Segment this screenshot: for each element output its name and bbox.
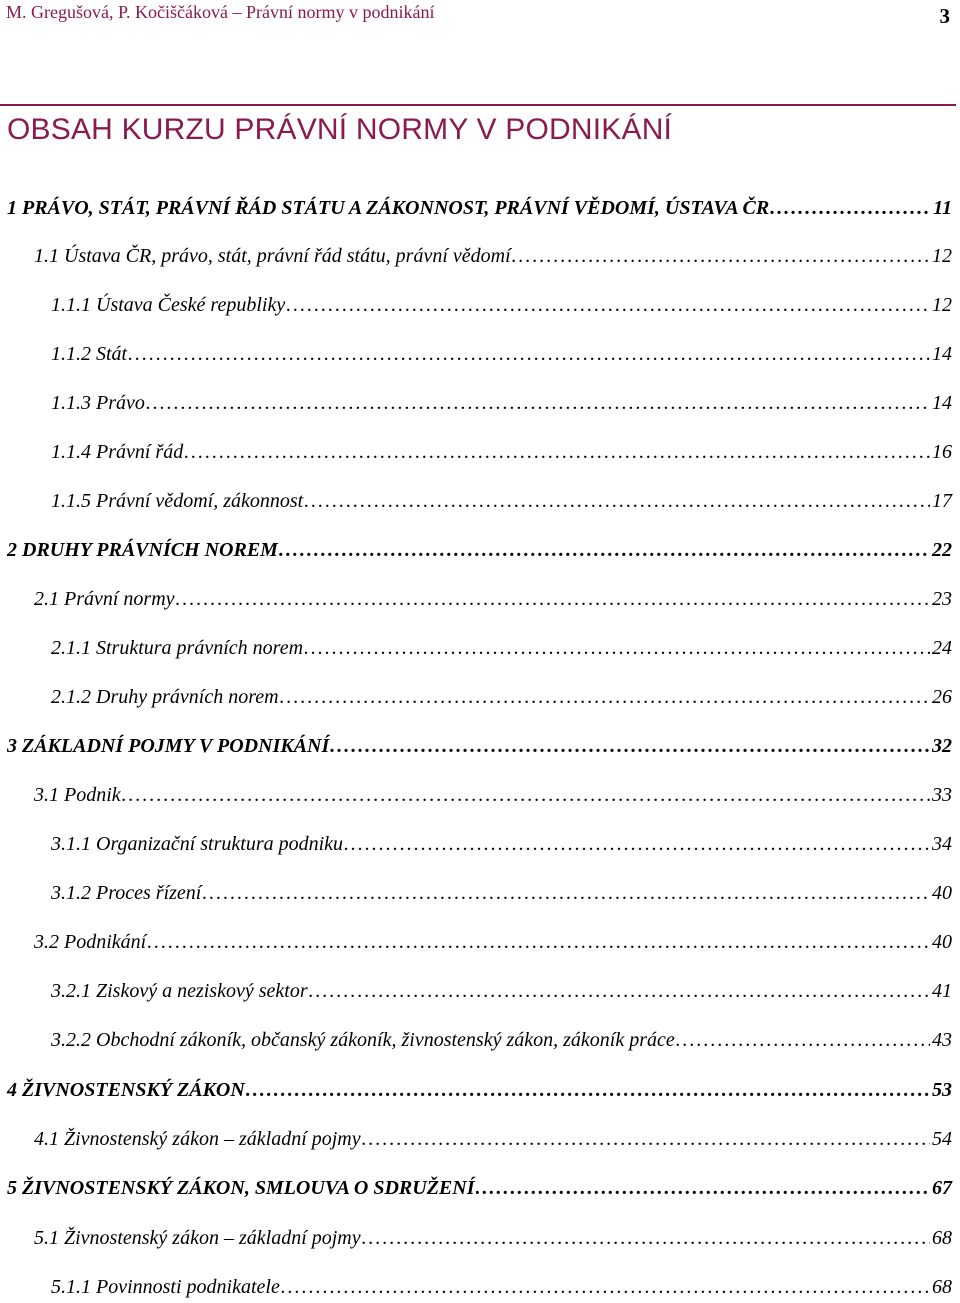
- header-divider: [0, 104, 956, 106]
- toc-entry[interactable]: [51, 488, 952, 514]
- toc-leader-dots: [309, 978, 930, 1004]
- toc-entry[interactable]: [51, 635, 952, 661]
- toc-entry-page: 17: [932, 490, 952, 512]
- toc-leader-dots: [476, 1175, 931, 1201]
- page-number: 3: [939, 4, 950, 28]
- toc-entry[interactable]: [34, 782, 952, 808]
- toc-entry[interactable]: [51, 978, 952, 1004]
- toc-entry[interactable]: [34, 929, 952, 955]
- toc-entry[interactable]: [51, 292, 952, 318]
- toc-leader-dots: [770, 195, 931, 221]
- toc-leader-dots: [344, 831, 930, 857]
- toc-entry[interactable]: [7, 1077, 952, 1103]
- toc-leader-dots: [122, 782, 930, 808]
- toc-entry[interactable]: [7, 195, 952, 221]
- toc-entry-label: 3.2.2 Obchodní zákoník, občanský zákoník, živnostenský zákon, zákoník práce: [51, 1029, 675, 1051]
- toc-entry-label: 5.1.1 Povinnosti podnikatele: [51, 1276, 280, 1298]
- toc-entry[interactable]: [51, 1274, 952, 1300]
- toc-entry[interactable]: [51, 390, 952, 416]
- toc-entry-label: 2.1.2 Druhy právních norem: [51, 686, 279, 708]
- toc-leader-dots: [280, 684, 930, 710]
- toc-entry-label: 3.1.2 Proces řízení: [51, 882, 202, 904]
- toc-leader-dots: [330, 733, 930, 759]
- toc-entry-page: 14: [932, 343, 952, 365]
- toc-entry[interactable]: [51, 1027, 952, 1053]
- toc-entry-page: 43: [932, 1029, 952, 1051]
- toc-entry-label: 3 ZÁKLADNÍ POJMY V PODNIKÁNÍ: [7, 735, 330, 757]
- toc-entry-label: 2 DRUHY PRÁVNÍCH NOREM: [7, 539, 278, 561]
- toc-leader-dots: [128, 341, 930, 367]
- toc-entry[interactable]: [34, 1225, 952, 1251]
- toc-entry-label: 3.2 Podnikání: [34, 931, 147, 953]
- toc-entry-page: 24: [932, 637, 952, 659]
- toc-entry[interactable]: [34, 243, 952, 269]
- toc-entry-label: 3.2.1 Ziskový a neziskový sektor: [51, 980, 308, 1002]
- toc-entry-page: 32: [932, 735, 952, 757]
- toc-leader-dots: [146, 390, 930, 416]
- toc-entry-page: 67: [932, 1177, 952, 1199]
- toc-entry-page: 26: [932, 686, 952, 708]
- toc-entry-label: 1.1.2 Stát: [51, 343, 128, 365]
- toc-entry-label: 2.1.1 Struktura právních norem: [51, 637, 304, 659]
- toc-entry-label: 1.1.3 Právo: [51, 392, 145, 414]
- toc-leader-dots: [676, 1027, 930, 1053]
- toc-entry[interactable]: [51, 831, 952, 857]
- page-header: [6, 0, 950, 28]
- toc-leader-dots: [512, 243, 930, 269]
- page-title: OBSAH KURZU PRÁVNÍ NORMY V PODNIKÁNÍ: [7, 113, 673, 146]
- toc-leader-dots: [281, 1274, 930, 1300]
- toc-entry[interactable]: [7, 537, 952, 563]
- toc-leader-dots: [246, 1077, 930, 1103]
- toc-entry-page: 23: [932, 588, 952, 610]
- toc-entry-label: 5 ŽIVNOSTENSKÝ ZÁKON, SMLOUVA O SDRUŽENÍ: [7, 1177, 475, 1199]
- toc-entry-page: 33: [932, 784, 952, 806]
- toc-entry-page: 53: [932, 1079, 952, 1101]
- toc-entry-label: 3.1.1 Organizační struktura podniku: [51, 833, 344, 855]
- toc-entry-label: 1.1.5 Právní vědomí, zákonnost: [51, 490, 304, 512]
- toc-entry-label: 1 PRÁVO, STÁT, PRÁVNÍ ŘÁD STÁTU A ZÁKONNOST, PRÁVNÍ VĚDOMÍ, ÚSTAVA ČR: [7, 197, 770, 219]
- toc-entry-page: 11: [933, 197, 952, 219]
- toc-entry-page: 41: [932, 980, 952, 1002]
- toc-leader-dots: [362, 1126, 930, 1152]
- toc-entry[interactable]: [51, 439, 952, 465]
- toc-entry[interactable]: [7, 733, 952, 759]
- toc-entry-label: 1.1.4 Právní řád: [51, 441, 184, 463]
- toc-entry-label: 5.1 Živnostenský zákon – základní pojmy: [34, 1227, 361, 1249]
- toc-entry-page: 54: [932, 1128, 952, 1150]
- toc-entry[interactable]: [34, 1126, 952, 1152]
- toc-entry-page: 12: [932, 245, 952, 267]
- toc-entry-page: 12: [932, 294, 952, 316]
- toc-entry-page: 68: [932, 1276, 952, 1298]
- toc-entry-page: 68: [932, 1227, 952, 1249]
- toc-entry-page: 22: [932, 539, 952, 561]
- toc-leader-dots: [304, 488, 930, 514]
- toc-leader-dots: [279, 537, 930, 563]
- toc-entry[interactable]: [34, 586, 952, 612]
- toc-entry-page: 34: [932, 833, 952, 855]
- toc-leader-dots: [184, 439, 930, 465]
- running-header-authors: M. Gregušová, P. Kočiščáková – Právní normy v podnikání: [6, 2, 435, 22]
- toc-entry-label: 1.1 Ústava ČR, právo, stát, právní řád státu, právní vědomí: [34, 245, 511, 267]
- toc-entry-label: 3.1 Podnik: [34, 784, 121, 806]
- toc-leader-dots: [304, 635, 930, 661]
- toc-leader-dots: [147, 929, 930, 955]
- toc-entry-label: 2.1 Právní normy: [34, 588, 175, 610]
- toc-entry-label: 1.1.1 Ústava České republiky: [51, 294, 286, 316]
- toc-leader-dots: [286, 292, 930, 318]
- toc-entry[interactable]: [51, 341, 952, 367]
- toc-entry[interactable]: [51, 880, 952, 906]
- toc-entry-page: 16: [932, 441, 952, 463]
- toc-leader-dots: [176, 586, 930, 612]
- toc-entry-page: 40: [932, 931, 952, 953]
- toc-entry-label: 4.1 Živnostenský zákon – základní pojmy: [34, 1128, 361, 1150]
- toc-leader-dots: [202, 880, 930, 906]
- toc-entry-page: 14: [932, 392, 952, 414]
- toc-entry-label: 4 ŽIVNOSTENSKÝ ZÁKON: [7, 1079, 245, 1101]
- toc-entry[interactable]: [51, 684, 952, 710]
- toc-entry[interactable]: [7, 1175, 952, 1201]
- toc-leader-dots: [362, 1225, 930, 1251]
- toc-entry-page: 40: [932, 882, 952, 904]
